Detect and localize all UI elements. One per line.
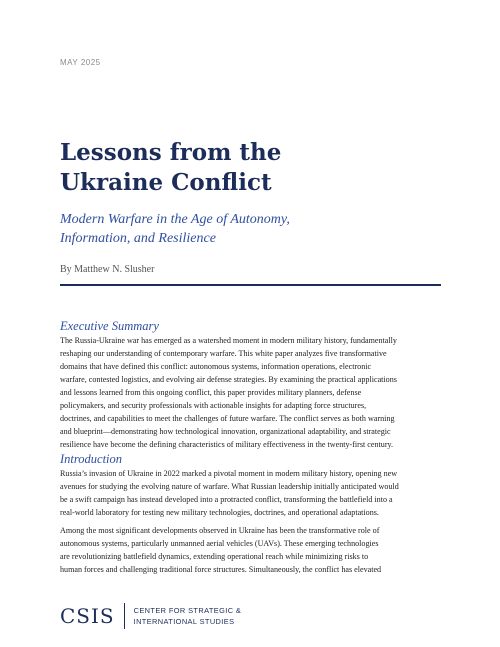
title-divider: [60, 284, 441, 286]
text-line: are revolutionizing battlefield dynamics, extending operational reach while minimizing risks to: [60, 552, 369, 561]
text-line: and blueprint—demonstrating how technological innovation, organizational adaptability, and strategic: [60, 427, 391, 436]
author-byline: By Matthew N. Slusher: [60, 264, 155, 275]
text-line: policymakers, and security professionals with actionable insights for adapting force structures,: [60, 401, 367, 410]
text-line: The Russia-Ukraine war has emerged as a watershed moment in modern military history, fundamentally: [60, 336, 397, 345]
text-line: warfare, contested logistics, and evolving air defense strategies. By examining the practical applications: [60, 375, 397, 384]
org-line: INTERNATIONAL STUDIES: [133, 617, 235, 626]
subtitle-line: Modern Warfare in the Age of Autonomy,: [60, 212, 290, 227]
text-line: Among the most significant developments observed in Ukraine has been the transformative role of: [60, 526, 380, 535]
document-subtitle: [60, 210, 460, 248]
introduction-paragraph-2: [60, 524, 442, 576]
document-title: [60, 138, 460, 198]
text-line: real-world laboratory for testing new military technologies, doctrines, and operational adaptations.: [60, 508, 379, 517]
text-line: reshaping our understanding of contemporary warfare. This white paper analyzes five transformative: [60, 349, 387, 358]
text-line: avenues for studying the evolving nature of warfare. What Russian leadership initially anticipated would: [60, 482, 399, 491]
text-line: doctrines, and capabilities to meet the challenges of future warfare. The conflict serves as both warning: [60, 414, 395, 423]
title-line: Lessons from the: [60, 139, 282, 166]
text-line: domains that have defined this conflict: autonomous systems, information operations, electronic: [60, 362, 372, 371]
executive-summary-heading: Executive Summary: [60, 319, 159, 333]
subtitle-line: Information, and Resilience: [60, 231, 216, 246]
text-line: Russia’s invasion of Ukraine in 2022 marked a pivotal moment in modern military history, opening new: [60, 469, 398, 478]
logo-divider: [124, 603, 125, 629]
org-line: CENTER FOR STRATEGIC &: [133, 606, 242, 615]
introduction-heading: Introduction: [60, 452, 123, 466]
text-line: resilience have become the defining characteristics of military effectiveness in the twenty-first century.: [60, 440, 394, 449]
introduction-paragraph-1: [60, 467, 442, 519]
organization-name: [134, 605, 242, 627]
title-line: Ukraine Conflict: [60, 169, 272, 196]
publication-date: MAY 2025: [60, 58, 101, 67]
text-line: be a swift campaign has instead developed into a protracted conflict, transforming the battlefield into a: [60, 495, 393, 504]
text-line: autonomous systems, particularly unmanned aerial vehicles (UAVs). These emerging technologies: [60, 539, 379, 548]
executive-summary-paragraph: [60, 334, 442, 451]
footer-branding: [60, 603, 241, 629]
csis-logo: CSIS: [60, 604, 115, 628]
text-line: human forces and challenging traditional force structures. Simultaneously, the conflict has elevated: [60, 565, 382, 574]
text-line: and lessons learned from this ongoing conflict, this paper provides military planners, defense: [60, 388, 362, 397]
